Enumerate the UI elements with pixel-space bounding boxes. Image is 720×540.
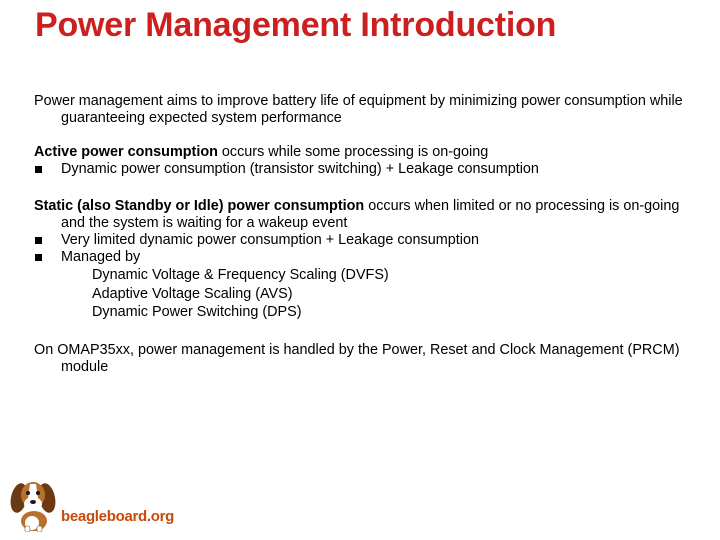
bullet-square-icon [35, 254, 42, 261]
beagle-dog-icon [8, 476, 60, 532]
active-power-paragraph [34, 144, 696, 161]
static-power-paragraph [34, 198, 696, 232]
bullet-text: Dynamic power consumption (transistor switching) + Leakage consumption [61, 161, 539, 177]
sub-item-avs: Adaptive Voltage Scaling (AVS) [92, 285, 293, 302]
beagleboard-logo [8, 476, 178, 532]
bullet-square-icon [35, 166, 42, 173]
slide-title: Power Management Introduction [35, 6, 557, 44]
omap-paragraph: On OMAP35xx, power management is handled by the Power, Reset and Clock Management (PRCM) module [34, 341, 680, 375]
list-item [34, 232, 696, 249]
bullet-square-icon [35, 237, 42, 244]
slide-body [34, 93, 696, 376]
active-power-desc: occurs while some processing is on-going [217, 144, 489, 160]
intro-paragraph: Power management aims to improve battery life of equipment by minimizing power consumption while guaranteeing expected system performance [34, 93, 683, 126]
bullet-text: Managed by [61, 249, 141, 265]
sub-item-dvfs: Dynamic Voltage & Frequency Scaling (DVFS) [92, 267, 389, 283]
sub-item-dps: Dynamic Power Switching (DPS) [92, 304, 302, 320]
list-item [34, 249, 696, 266]
static-power-term: Static (also Standby or Idle) power consumption [34, 198, 365, 214]
list-item [34, 161, 696, 178]
bullet-text: Very limited dynamic power consumption + Leakage consumption [61, 232, 479, 248]
static-power-desc: occurs when limited or no processing is on-going and the system is waiting for a wakeup event [61, 198, 680, 231]
active-power-term: Active power consumption [34, 144, 218, 160]
logo-text[interactable]: beagleboard.org [61, 508, 175, 525]
